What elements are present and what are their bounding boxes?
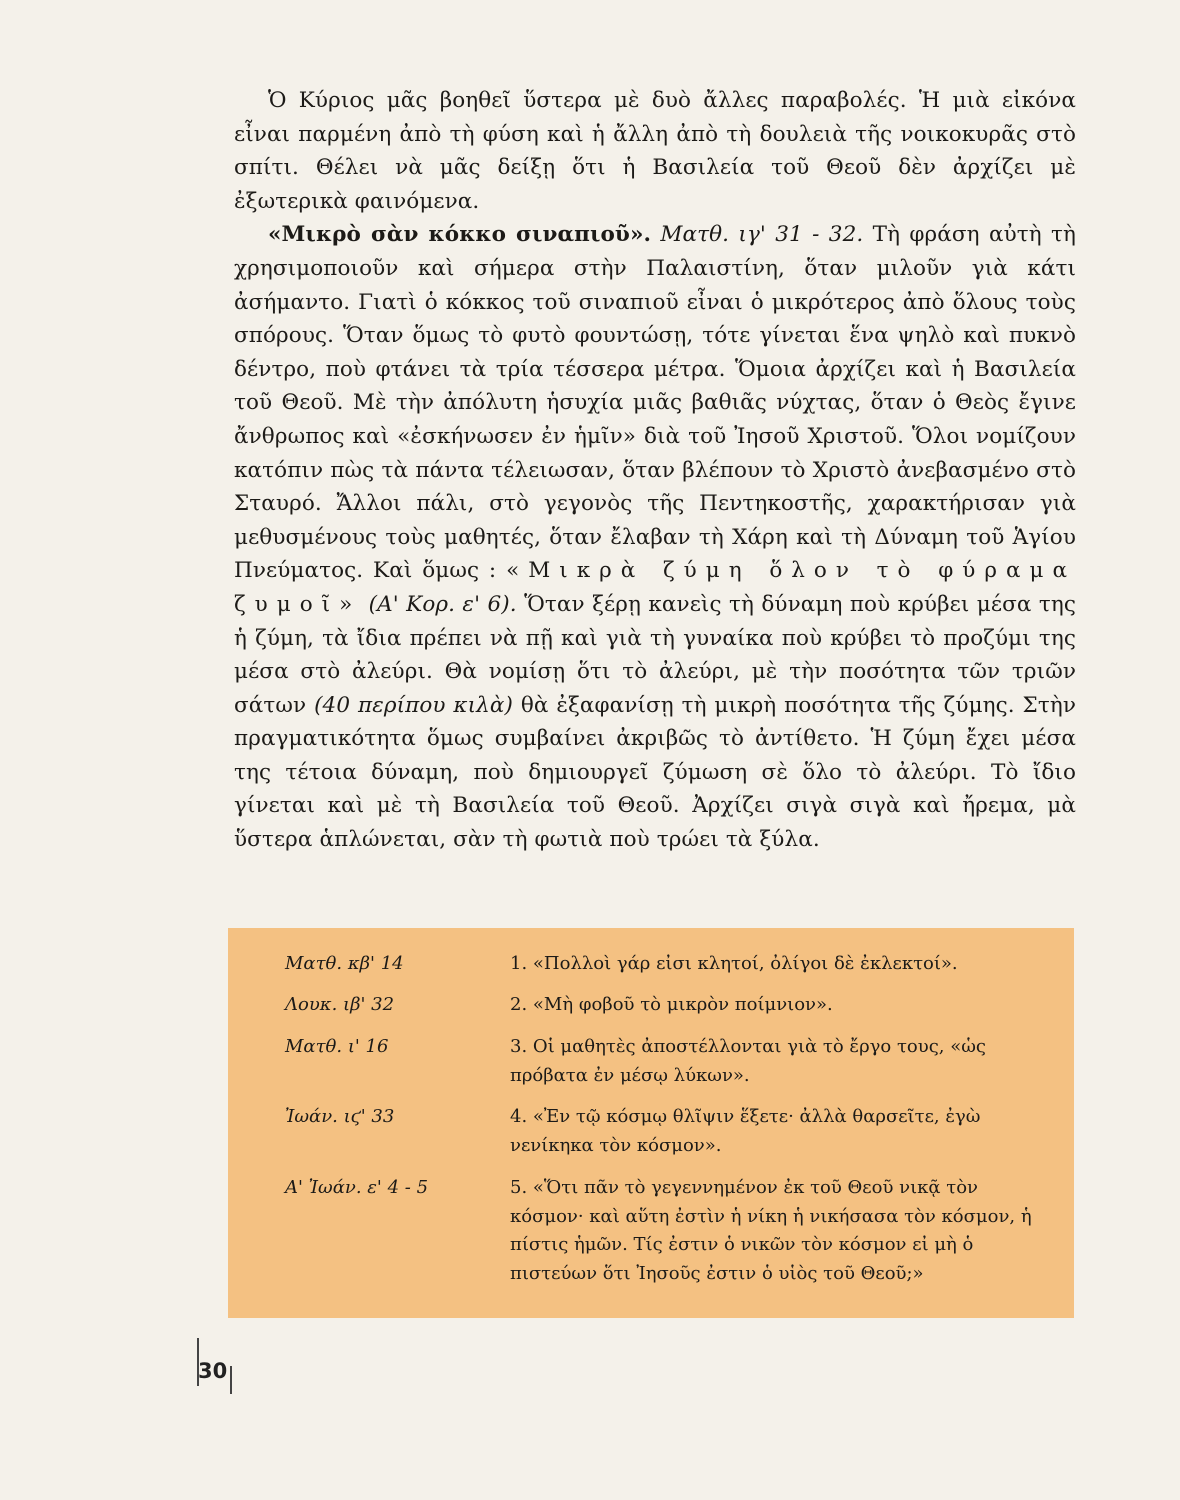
body-text: [234, 84, 1076, 857]
main-text-b: Ὅταν ξέρῃ κανεὶς τὴ δύναμη ποὺ κρύβει μέσα της ἡ ζύμη, τὰ ἴδια πρέπει νὰ πῇ καὶ γιὰ τὴ γυναίκα ποὺ κρύβει τὸ προζύμι της μέσα στὸ ἀλεύρι. Θὰ νομίσῃ ὅτι τὸ ἀλεύρι, μὲ τὴν ποσότητα τῶν τριῶν σάτων: [234, 591, 1077, 718]
paragraph-main: [234, 218, 1076, 856]
quote-ref: Ματθ. ι' 16: [285, 1036, 389, 1057]
main-text-c: θὰ ἐξαφανίσῃ τὴ μικρὴ ποσότητα τῆς ζύμης. Στὴν πραγματικότητα ὅμως συμβαίνει ἀκριβῶς τὸ ἀντίθετο. Ἡ ζύμη ἔχει μέσα της τέτοια δύναμη, ποὺ δημιουργεῖ ζύμωση σὲ ὅλο τὸ ἀλεύρι. Τὸ ἴδιο γίνεται καὶ μὲ τὴ Βασιλεία τοῦ Θεοῦ. Ἀρχίζει σιγὰ σιγὰ καὶ ἤρεμα, μὰ ὕστερα ἁπλώνεται, σὰν τὴ φωτιὰ ποὺ τρώει τὰ ξύλα.: [234, 692, 1076, 853]
page-number: 30: [198, 1359, 228, 1383]
quote-ref: Λουκ. ιβ' 32: [285, 994, 395, 1015]
quote-ref: Ματθ. κβ' 14: [285, 953, 404, 974]
quote-ref: Α' Ἰωάν. ε' 4 - 5: [285, 1177, 429, 1198]
page-number-rule: [230, 1366, 232, 1394]
quote-text: 2. «Μὴ φοβοῦ τὸ μικρὸν ποίμνιον».: [510, 994, 833, 1015]
section-heading: «Μικρὸ σὰν κόκκο σιναπιοῦ».: [268, 222, 652, 248]
scripture-box: [228, 928, 1074, 1318]
main-text-a: Τὴ φράση αὐτὴ τὴ χρησιμοποιοῦν καὶ σήμερα στὴν Παλαιστίνη, ὅταν μιλοῦν γιὰ κάτι ἀσήμαντο. Γιατὶ ὁ κόκκος τοῦ σιναπιοῦ εἶναι ὁ μικρότερος ἀπὸ ὅλους τοὺς σπόρους. Ὅταν ὅμως τὸ φυτὸ φουντώσῃ, τότε γίνεται ἕνα ψηλὸ καὶ πυκνὸ δέντρο, ποὺ φτάνει τὰ τρία τέσσερα μέτρα. Ὅμοια ἀρχίζει καὶ ἡ Βασιλεία τοῦ Θεοῦ. Μὲ τὴν ἀπόλυτη ἡσυχία μιᾶς βαθιᾶς νύχτας, ὅταν ὁ Θεὸς ἔγινε ἄνθρωπος καὶ «ἐσκήνωσεν ἐν ἡμῖν» διὰ τοῦ Ἰησοῦ Χριστοῦ. Ὅλοι νομίζουν κατόπιν πὼς τὰ πάντα τέλειωσαν, ὅταν βλέπουν τὸ Χριστὸ ἀνεβασμένο στὸ Σταυρό. Ἄλλοι πάλι, στὸ γεγονὸς τῆς Πεντηκοστῆς, χαρακτήρισαν γιὰ μεθυσμένους τοὺς μαθητές, ὅταν ἔλαβαν τὴ Χάρη καὶ τὴ Δύναμη τοῦ Ἁγίου Πνεύματος. Καὶ ὅμως :: [234, 222, 1077, 584]
quote-text: 5. «Ὅτι πᾶν τὸ γεγεννημένον ἐκ τοῦ Θεοῦ νικᾷ τὸν κόσμον· καὶ αὕτη ἐστὶν ἡ νίκη ἡ νικήσασα τὸν κόσμον, ἡ πίστις ἡμῶν. Τίς ἐστιν ὁ νικῶν τὸν κόσμον εἰ μὴ ὁ πιστεύων ὅτι Ἰησοῦς ἐστιν ὁ υἱὸς τοῦ Θεοῦ;»: [510, 1177, 1032, 1284]
measure-note: (40 περίπου κιλὰ): [314, 692, 513, 718]
quote-text: 4. «Ἐν τῷ κόσμῳ θλῖψιν ἕξετε· ἀλλὰ θαρσεῖτε, ἐγὼ νενίκηκα τὸν κόσμον».: [510, 1106, 981, 1156]
paragraph-intro: [234, 84, 1076, 218]
spaced-quote: «Μικρὰ ζύμη ὅλον τὸ φύραμα ζυμοῖ»: [234, 558, 1076, 617]
intro-text: Ὁ Κύριος μᾶς βοηθεῖ ὕστερα μὲ δυὸ ἄλλες παραβολές. Ἡ μιὰ εἰκόνα εἶναι παρμένη ἀπὸ τὴ φύση καὶ ἡ ἄλλη ἀπὸ τὴ δουλειὰ τῆς νοικοκυρᾶς στὸ σπίτι. Θέλει νὰ μᾶς δείξῃ ὅτι ἡ Βασιλεία τοῦ Θεοῦ δὲν ἀρχίζει μὲ ἐξωτερικὰ φαινόμενα.: [234, 88, 1076, 214]
quote-ref: Ἰωάν. ιϛ' 33: [285, 1106, 395, 1127]
quote-reference: (Α' Κορ. ε' 6).: [368, 591, 517, 617]
heading-reference: Ματθ. ιγ' 31 - 32.: [660, 222, 864, 248]
quote-text: 1. «Πολλοὶ γάρ εἰσι κλητοί, ὀλίγοι δὲ ἐκλεκτοί».: [510, 953, 958, 974]
quote-text: 3. Οἱ μαθητὲς ἀποστέλλονται γιὰ τὸ ἔργο τους, «ὡς πρόβατα ἐν μέσῳ λύκων».: [510, 1036, 987, 1086]
